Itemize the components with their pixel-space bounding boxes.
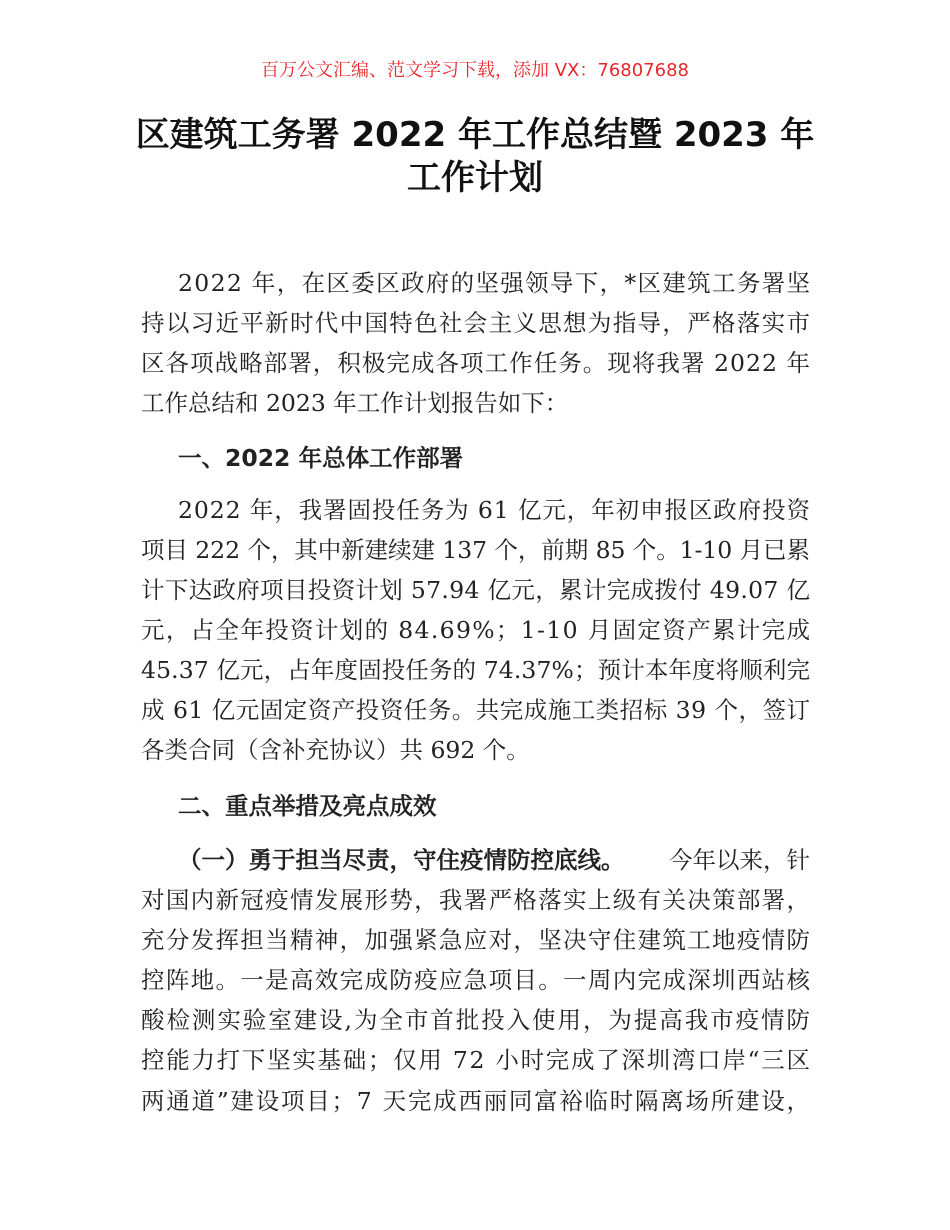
text-line: 酸检测实验室建设,为全市首批投入使用，为提高我市疫情防 bbox=[141, 1006, 812, 1034]
text-line: 控能力打下坚实基础；仅用 72 小时完成了深圳湾口岸“三区 bbox=[141, 1046, 812, 1074]
text-line: 充分发挥担当精神，加强紧急应对，坚决守住建筑工地疫情防 bbox=[141, 926, 812, 954]
text-line: 45.37 亿元，占年度固投任务的 74.37%；预计本年度将顺利完 bbox=[141, 656, 811, 684]
text-line: 控阵地。一是高效完成防疫应急项目。一周内完成深圳西站核 bbox=[141, 966, 812, 994]
text-line: 各类合同（含补充协议）共 692 个。 bbox=[141, 736, 530, 764]
text-line: 工作总结和 2023 年工作计划报告如下： bbox=[141, 389, 569, 417]
text-span: 今年以来，针 bbox=[669, 846, 810, 874]
section-heading-1: 一、2022 年总体工作部署 bbox=[178, 444, 464, 472]
section-heading-2: 二、重点举措及亮点成效 bbox=[178, 792, 437, 820]
text-line: 2022 年，在区委区政府的坚强领导下，*区建筑工务署坚 bbox=[178, 269, 812, 297]
document-title-line1: 区建筑工务署 2022 年工作总结暨 2023 年 bbox=[135, 115, 815, 155]
text-line: 计下达政府项目投资计划 57.94 亿元，累计完成拨付 49.07 亿 bbox=[141, 576, 811, 604]
document-title-line2: 工作计划 bbox=[407, 158, 543, 198]
text-line: 项目 222 个，其中新建续建 137 个，前期 85 个。1-10 月已累 bbox=[141, 536, 810, 564]
subheading-bold: （一）勇于担当尽责，守住疫情防控底线。 bbox=[178, 846, 625, 874]
text-line: 持以习近平新时代中国特色社会主义思想为指导，严格落实市 bbox=[141, 309, 812, 337]
text-line bbox=[178, 845, 810, 875]
text-line: 对国内新冠疫情发展形势，我署严格落实上级有关决策部署， bbox=[141, 886, 812, 914]
text-line: 成 61 亿元固定资产投资任务。共完成施工类招标 39 个，签订 bbox=[141, 696, 811, 724]
watermark-banner: 百万公文汇编、范文学习下载，添加 VX：76807688 bbox=[261, 60, 689, 81]
text-line: 两通道”建设项目；7 天完成西丽同富裕临时隔离场所建设， bbox=[141, 1087, 812, 1115]
text-line: 元，占全年投资计划的 84.69%；1-10 月固定资产累计完成 bbox=[141, 616, 812, 644]
text-line: 区各项战略部署，积极完成各项工作任务。现将我署 2022 年 bbox=[141, 349, 812, 377]
text-line: 2022 年，我署固投任务为 61 亿元，年初申报区政府投资 bbox=[178, 496, 811, 524]
